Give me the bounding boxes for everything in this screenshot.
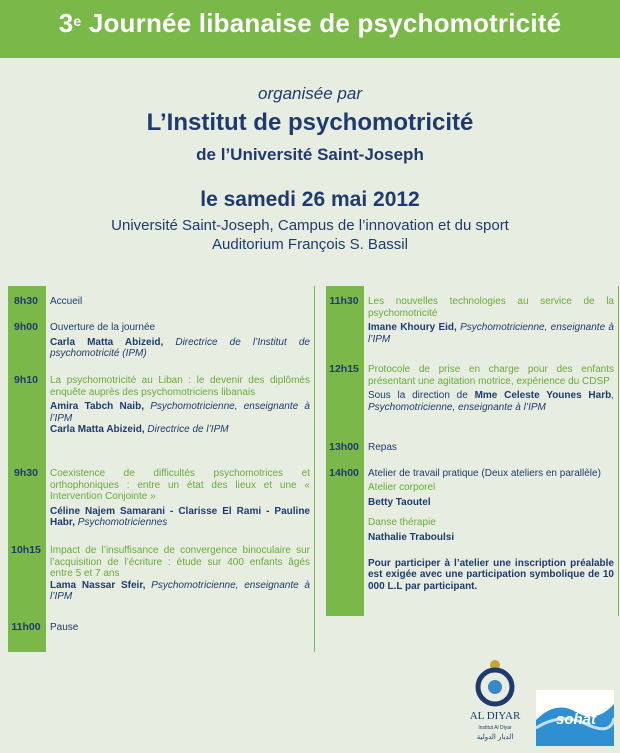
workshop-speaker: Nathalie Traboulsi [368, 532, 455, 543]
time-label: 12h15 [329, 363, 359, 375]
al-diyar-arabic: الديار الدولية [476, 733, 514, 741]
time-label: 11h00 [11, 621, 41, 633]
speaker-role: Psychomotriciennes [75, 517, 168, 528]
edition-number: 3 [58, 8, 74, 38]
al-diyar-subtitle: Institut Al Diyar [478, 725, 512, 731]
speaker-role: Psychomotricienne, enseignante à l’IPM [368, 322, 614, 345]
event-date: le samedi 26 mai 2012 [200, 188, 420, 211]
time-label: 14h00 [329, 467, 359, 479]
item-title: Coexistence de difficultés psychomotrices et orthophoniques : entre un état des lieux et une « Intervention Conjointe » [50, 468, 310, 502]
speaker-role: , Psychomotricienne, enseignante à l’IPM [368, 390, 614, 413]
item-title: Accueil [50, 296, 83, 307]
item-title: Les nouvelles technologies au service de la psychomotricité [368, 296, 614, 319]
speaker-name: Amira Tabch Naib, [50, 401, 144, 412]
speaker-name: Lama Nassar Sfeir, [50, 579, 146, 591]
time-label: 11h30 [329, 295, 359, 307]
registration-note: Pour participer à l’atelier une inscription préalable est exigée avec une participation symbolique de 10 000 L.L par participant. [368, 557, 614, 592]
item-title: Repas [368, 442, 397, 453]
event-title: Journée libanaise de psychomotricité [81, 8, 562, 38]
speaker-role: Directrice de l’Institut de psychomotricité (IPM) [50, 336, 310, 359]
speaker-role: Psychomotricienne, enseignante à l’IPM [50, 401, 310, 424]
item-title: Atelier de travail pratique (Deux ateliers en parallèle) [368, 468, 601, 479]
edition-suffix: e [73, 13, 82, 29]
item-title: Ouverture de la journée [50, 322, 156, 333]
event-venue: Université Saint-Joseph, Campus de l’innovation et du sport [111, 217, 509, 234]
university-name: de l’Université Saint-Joseph [196, 145, 424, 164]
sohat-logo [536, 690, 614, 746]
institute-name: L’Institut de psychomotricité [146, 109, 474, 136]
item-title: Pause [50, 622, 79, 633]
item-title: Impact de l’insuffisance de convergence binoculaire sur l’acquisition de l’écriture : étude sur 400 enfants âgés entre 5 et 7 ans [50, 545, 310, 579]
time-label: 10h15 [11, 544, 41, 556]
organised-by: organisée par [258, 84, 362, 103]
workshop-speaker: Betty Taoutel [368, 497, 431, 508]
speaker-name: Carla Matta Abizeid, [50, 336, 164, 348]
speaker-role: Psychomotricienne, enseignante à l’IPM [50, 579, 310, 602]
time-label: 9h10 [14, 374, 38, 386]
event-auditorium: Auditorium François S. Bassil [212, 236, 408, 253]
direction-prefix: Sous la direction de [368, 390, 475, 401]
speaker-name: Mme Celeste Younes Harb [474, 390, 612, 401]
time-label: 9h30 [14, 467, 38, 479]
time-label: 8h30 [14, 295, 38, 307]
program-column-afternoon [326, 286, 619, 616]
time-label: 13h00 [329, 441, 359, 453]
sohat-wordmark: sohat [555, 711, 597, 728]
program-column-morning [8, 286, 315, 652]
item-title: Protocole de prise en charge pour des enfants présentant une agitation motrice, expérience du CDSP [368, 364, 614, 387]
speaker-name: Imane Khoury Eid, [368, 322, 457, 333]
workshop-title: Atelier corporel [368, 481, 436, 493]
speaker-role: Directrice de l’IPM [144, 424, 229, 435]
item-title: La psychomotricité au Liban : le devenir des diplômés enquête auprès des psychomotriciens libanais [50, 375, 310, 398]
al-diyar-name: AL DIYAR [469, 710, 521, 722]
speaker-name: Céline Najem Samarani - Clarisse El Rami - Pauline Habr, [50, 505, 310, 528]
title-banner [0, 0, 620, 58]
speaker-name: Carla Matta Abizeid, [50, 424, 145, 435]
al-diyar-logo [462, 655, 528, 747]
time-label: 9h00 [14, 321, 38, 333]
workshop-title: Danse thérapie [368, 516, 436, 528]
